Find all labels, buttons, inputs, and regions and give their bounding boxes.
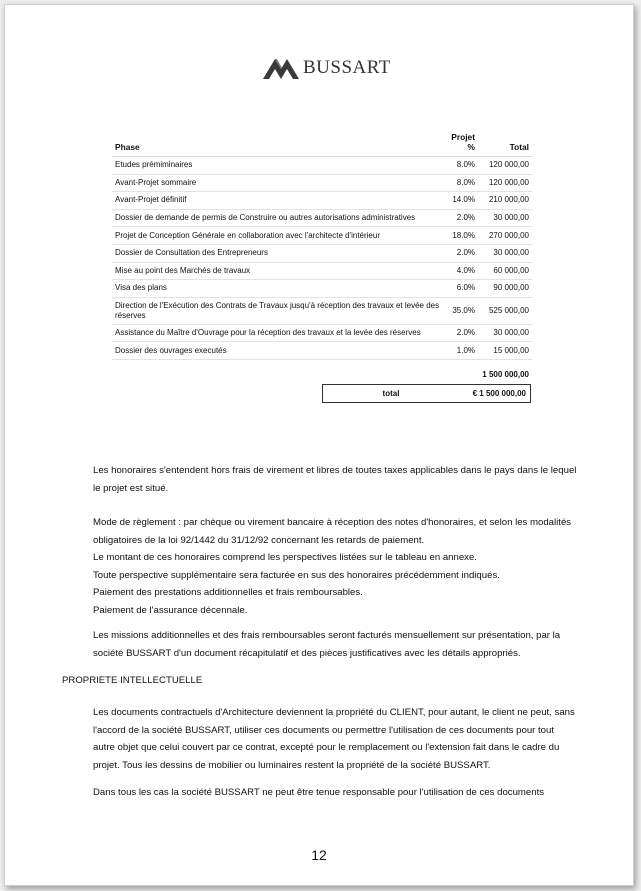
- text-line: Paiement de l'assurance décennale.: [93, 604, 248, 616]
- phase-cell: Dossier des ouvrages executés: [112, 342, 446, 360]
- total-cell: 120 000,00: [478, 157, 532, 175]
- text-line: autre objet que celui couvert par ce contrat, excepté pour le remplacement ou l'extension fait dans le cadre du: [93, 742, 560, 753]
- total-cell: 30 000,00: [478, 244, 532, 262]
- percent-cell: 8.0%: [446, 174, 478, 192]
- document-page: [4, 4, 634, 886]
- logo-text: BUSSART: [303, 57, 391, 78]
- table-row: [112, 174, 532, 192]
- phase-cell: Avant-Projet sommaire: [112, 174, 446, 192]
- table-row: [112, 262, 532, 280]
- section-title: PROPRIETE INTELLECTUELLE: [62, 675, 203, 686]
- percent-cell: 8.0%: [446, 157, 478, 175]
- table-row: [112, 227, 532, 245]
- percent-cell: 2.0%: [446, 324, 478, 342]
- page-number: 12: [311, 847, 327, 863]
- text-line: Les honoraires s'entendent hors frais de virement et libres de toutes taxes applicables dans le pays dans le lequel: [93, 465, 577, 476]
- percent-cell: 18.0%: [446, 227, 478, 245]
- phase-cell: Avant-Projet définitif: [112, 192, 446, 210]
- table-row: [112, 297, 532, 324]
- percent-cell: 4.0%: [446, 262, 478, 280]
- percent-header-line1: Projet: [451, 132, 475, 142]
- paragraph-property: [93, 704, 589, 774]
- total-header: Total: [478, 132, 532, 157]
- table-row: [112, 192, 532, 210]
- text-line: Dans tous les cas la société BUSSART ne peut être tenue responsable pour l'utilisation de ces documents: [93, 787, 545, 798]
- total-cell: 525 000,00: [478, 297, 532, 324]
- text-line: Les missions additionnelles et des frais remboursables seront facturés mensuellement sur présentation, par la: [93, 630, 561, 641]
- mountain-logo-icon: [263, 57, 299, 79]
- paragraph-payment: [93, 514, 589, 619]
- phase-cell: Projet de Conception Générale en collaboration avec l'architecte d'intérieur: [112, 227, 446, 245]
- total-value: € 1 500 000,00: [472, 389, 526, 398]
- fee-table: [112, 132, 532, 390]
- percent-cell: 6.0%: [446, 280, 478, 298]
- table-row: [112, 244, 532, 262]
- percent-header-line2: %: [467, 142, 475, 152]
- total-cell: 120 000,00: [478, 174, 532, 192]
- percent-cell: 2.0%: [446, 244, 478, 262]
- total-label: total: [382, 389, 400, 398]
- phase-cell: Etudes prémiminaires: [112, 157, 446, 175]
- total-cell: 210 000,00: [478, 192, 532, 210]
- paragraph-fees: [93, 462, 589, 497]
- text-line: l'accord de la société BUSSART, utiliser ces documents ou permettre l'utilisation de ces documents pour tout: [93, 724, 555, 736]
- subtotal-cell: 1 500 000,00: [482, 370, 529, 380]
- phase-cell: Visa des plans: [112, 280, 446, 298]
- text-line: Les documents contractuels d'Architecture deviennent la propriété du CLIENT, pour autant, le client ne peut, sans: [93, 707, 575, 718]
- table-row: [112, 157, 532, 175]
- table-row: [112, 324, 532, 342]
- grand-total-box: [322, 384, 531, 403]
- percent-cell: 14.0%: [446, 192, 478, 210]
- text-line: Mode de règlement : par chèque ou virement bancaire à réception des notes d'honoraires, et selon les modalités: [93, 517, 572, 528]
- text-line: le projet est situé.: [93, 482, 169, 494]
- paragraph-liability: [93, 784, 589, 802]
- total-cell: 270 000,00: [478, 227, 532, 245]
- percent-cell: 35.0%: [446, 297, 478, 324]
- table-row: [112, 280, 532, 298]
- total-cell: 30 000,00: [478, 324, 532, 342]
- text-line: Toute perspective supplémentaire sera facturée en sus des honoraires précédemment indiqués.: [93, 569, 500, 581]
- phase-cell: Direction de l'Exécution des Contrats de Travaux jusqu'à réception des travaux et levée des réserves: [112, 297, 446, 324]
- table-row: [112, 209, 532, 227]
- phase-cell: Mise au point des Marchés de travaux: [112, 262, 446, 280]
- text-line: Le montant de ces honoraires comprend les perspectives listées sur le tableau en annexe.: [93, 552, 477, 563]
- total-cell: 60 000,00: [478, 262, 532, 280]
- paragraph-additional: [93, 627, 589, 662]
- text-line: projet. Tous les dessins de mobilier ou luminaires restent la propriété de la société BUSSART.: [93, 759, 491, 771]
- phase-cell: Assistance du Maître d'Ouvrage pour la réception des travaux et la levée des réserves: [112, 324, 446, 342]
- phase-cell: Dossier de demande de permis de Construire ou autres autorisations administratives: [112, 209, 446, 227]
- phase-header: Phase: [112, 132, 446, 157]
- total-cell: 15 000,00: [478, 342, 532, 360]
- company-logo: [263, 54, 391, 82]
- text-line: Paiement des prestations additionnelles et frais remboursables.: [93, 587, 363, 598]
- phase-cell: Dossier de Consultation des Entrepreneurs: [112, 244, 446, 262]
- table-row: [112, 342, 532, 360]
- text-line: société BUSSART d'un document récapitulatif et des pièces justificatives avec les détails appropriés.: [93, 647, 521, 659]
- total-cell: 30 000,00: [478, 209, 532, 227]
- percent-header: [446, 132, 478, 157]
- text-line: obligatoires de la loi 92/1442 du 31/12/92 concernant les retards de paiement.: [93, 534, 425, 546]
- percent-cell: 2.0%: [446, 209, 478, 227]
- total-cell: 90 000,00: [478, 280, 532, 298]
- percent-cell: 1.0%: [446, 342, 478, 360]
- table-header-row: [112, 132, 532, 157]
